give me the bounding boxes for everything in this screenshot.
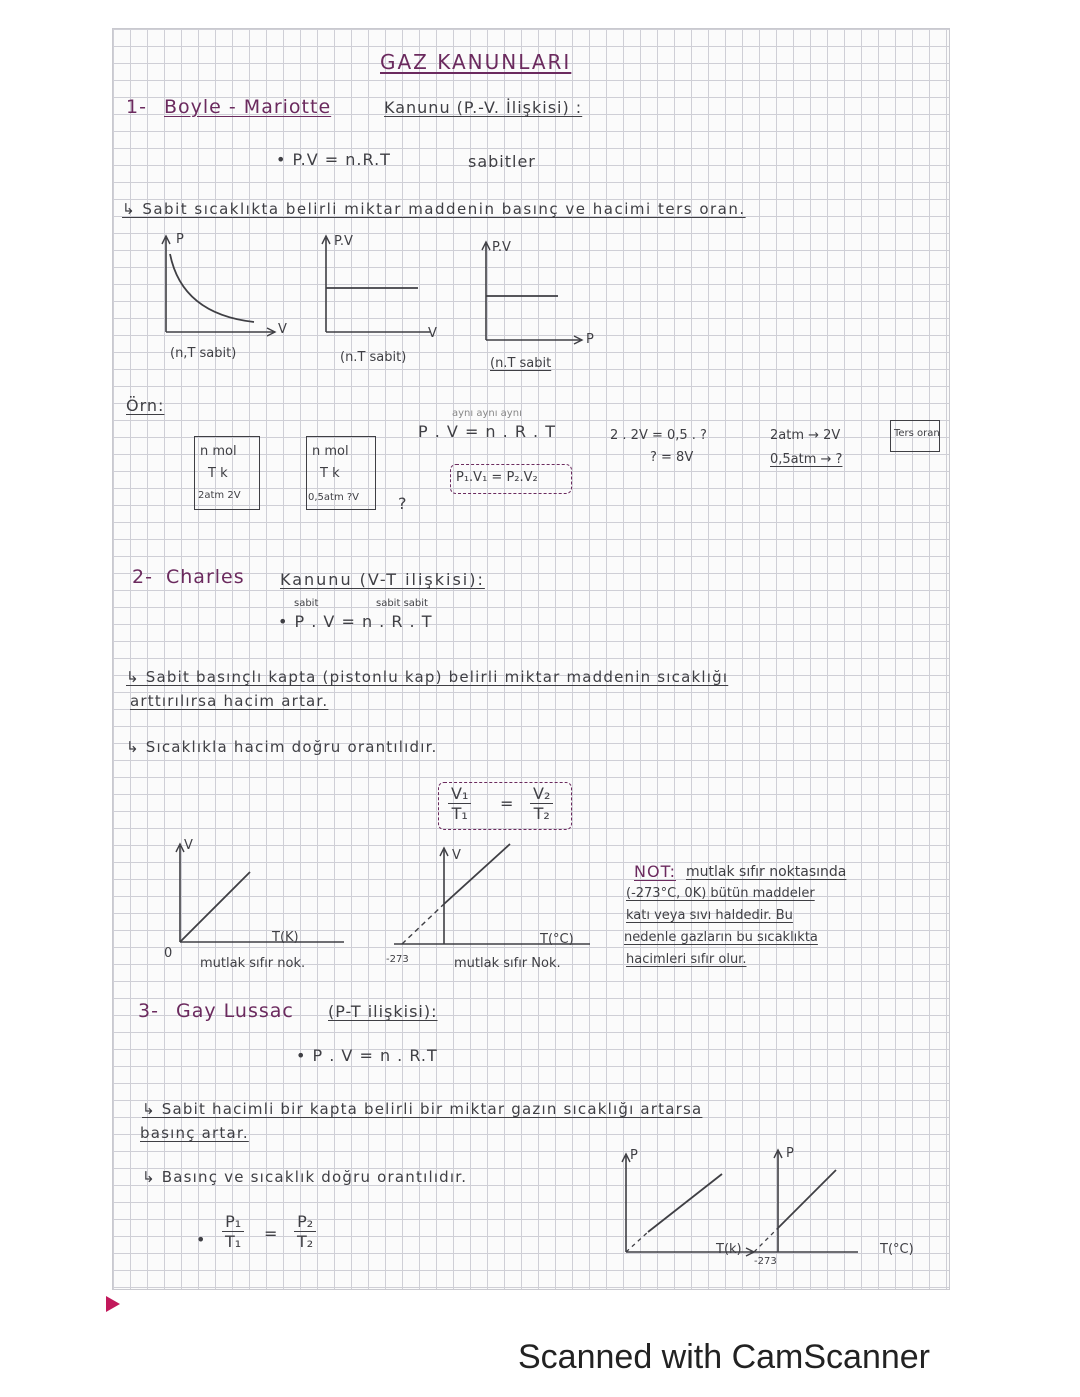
s2-graph-1-x: T(K) (272, 930, 299, 945)
s3-law-name: Gay Lussac (176, 1000, 294, 1022)
box1-line1: n mol (200, 444, 237, 459)
not-line-1: mutlak sıfır noktasında (686, 864, 847, 880)
s2-graph-1-y: V (184, 838, 193, 853)
not-line-2: (-273°C, 0K) bütün maddeler (626, 886, 815, 901)
s3-desc1: ↳ Sabit hacimli bir kapta belirli bir miktar gazın sıcaklığı artarsa (142, 1100, 703, 1118)
s1-formula-note: sabitler (468, 152, 536, 171)
calc-line2: ? = 8V (650, 450, 694, 465)
gaylussac-t2: T₂ (297, 1232, 314, 1251)
s3-graph-2-neg: -273 (754, 1256, 777, 1267)
not-line-3: katı veya sıvı haldedir. Bu (626, 908, 793, 923)
s2-sabit-b: sabit sabit (376, 598, 428, 609)
gaylussac-p1: P₁ (222, 1212, 244, 1232)
s2-heading: Kanunu (V-T ilişkisi): (280, 570, 485, 589)
charles-v1: V₁ (448, 784, 471, 804)
s1-number: 1- (126, 96, 147, 118)
s3-desc3: ↳ Basınç ve sıcaklık doğru orantılıdır. (142, 1168, 468, 1186)
s3-number: 3- (138, 1000, 159, 1022)
s1-graph-1 (150, 232, 290, 342)
s1-heading: Kanunu (P.-V. İlişkisi) : (384, 98, 583, 117)
s1-graph-1-y: P (176, 232, 184, 247)
s3-graph-2 (748, 1146, 908, 1256)
charles-v2: V₂ (530, 784, 553, 804)
s1-graph-1-caption: (n,T sabit) (170, 346, 237, 361)
ratio-line1: 2atm → 2V (770, 428, 841, 443)
eq-annotations: aynı aynı aynı (452, 408, 522, 419)
s3-graph-2-y: P (786, 1146, 794, 1161)
gaylussac-t1: T₁ (225, 1232, 242, 1251)
s2-graph-1-note: mutlak sıfır nok. (200, 956, 306, 971)
s1-graph-1-x: V (278, 322, 287, 337)
box2-line2: T k (320, 466, 340, 481)
ters-label: Ters oran (894, 428, 940, 439)
s3-formula: • P . V = n . R.T (296, 1046, 438, 1065)
s2-graph-2-neg: -273 (386, 954, 409, 965)
charles-frac-left (448, 784, 471, 823)
s2-sabit-a: sabit (294, 598, 319, 609)
s2-graph-2-x: T(°C) (540, 932, 574, 947)
charles-frac-eq: = (500, 794, 515, 813)
s2-graph-2-y: V (452, 848, 461, 863)
s2-desc2: arttırılırsa hacim artar. (130, 692, 329, 710)
page-title: GAZ KANUNLARI (380, 50, 572, 74)
s1-graph-3-y: P.V (492, 240, 511, 255)
s1-graph-2-x: V (428, 326, 437, 341)
s1-graph-2-y: P.V (334, 234, 353, 249)
charles-t2: T₂ (533, 804, 550, 823)
gaylussac-frac-left (222, 1212, 244, 1251)
calc-line1: 2 . 2V = 0,5 . ? (610, 428, 707, 443)
s3-graph-1-y: P (630, 1148, 638, 1163)
s2-desc3: ↳ Sıcaklıkla hacim doğru orantılıdır. (126, 738, 438, 756)
gaylussac-p2: P₂ (294, 1212, 316, 1232)
s2-graph-2-note: mutlak sıfır Nok. (454, 956, 561, 971)
s2-desc1: ↳ Sabit basınçlı kapta (pistonlu kap) belirli miktar maddenin sıcaklığı (126, 668, 729, 686)
s1-description: ↳ Sabit sıcaklıkta belirli miktar maddenin basınç ve hacimi ters oran. (122, 200, 746, 218)
s1-formula: • P.V = n.R.T (276, 150, 391, 169)
corner-marker (106, 1296, 120, 1312)
ratio-line2: 0,5atm → ? (770, 452, 843, 467)
box1-line3: 2atm 2V (198, 490, 241, 501)
not-line-5: hacimleri sıfır olur. (626, 952, 747, 967)
s3-graph-1-x: T(k) (716, 1242, 742, 1257)
s1-graph-2-caption: (n.T sabit) (340, 350, 407, 365)
s2-number: 2- (132, 566, 153, 588)
box1-line2: T k (208, 466, 228, 481)
s2-graph-1-origin: 0 (164, 946, 173, 961)
charles-t1: T₁ (451, 804, 468, 823)
boyle-eq: P₁.V₁ = P₂.V₂ (456, 470, 538, 485)
s1-law-name: Boyle - Mariotte (164, 96, 332, 118)
s2-law-name: Charles (166, 566, 245, 588)
s3-frac-bullet: • (196, 1230, 207, 1249)
not-title: NOT: (634, 862, 676, 881)
s3-graph-1 (618, 1150, 768, 1260)
s3-desc2: basınç artar. (140, 1124, 249, 1142)
s2-graph-1 (164, 838, 364, 956)
scanner-watermark: Scanned with CamScanner (518, 1338, 931, 1376)
box2-line3: 0,5atm ?V (308, 492, 360, 503)
s2-formula: • P . V = n . R . T (278, 612, 433, 631)
s1-graph-3-caption: (n.T sabit (490, 356, 552, 371)
ideal-gas-eq: P . V = n . R . T (418, 422, 556, 441)
s1-graph-3-x: P (586, 332, 594, 347)
box2-line1: n mol (312, 444, 349, 459)
s3-heading: (P-T ilişkisi): (328, 1002, 438, 1021)
s3-graph-2-x: T(°C) (880, 1242, 914, 1257)
not-line-4: nedenle gazların bu sıcaklıkta (624, 930, 818, 945)
example-label: Örn: (126, 396, 165, 415)
gaylussac-frac-right (294, 1212, 316, 1251)
box-question: ? (398, 494, 408, 513)
charles-frac-right (530, 784, 553, 823)
gaylussac-frac-eq: = (264, 1224, 279, 1243)
